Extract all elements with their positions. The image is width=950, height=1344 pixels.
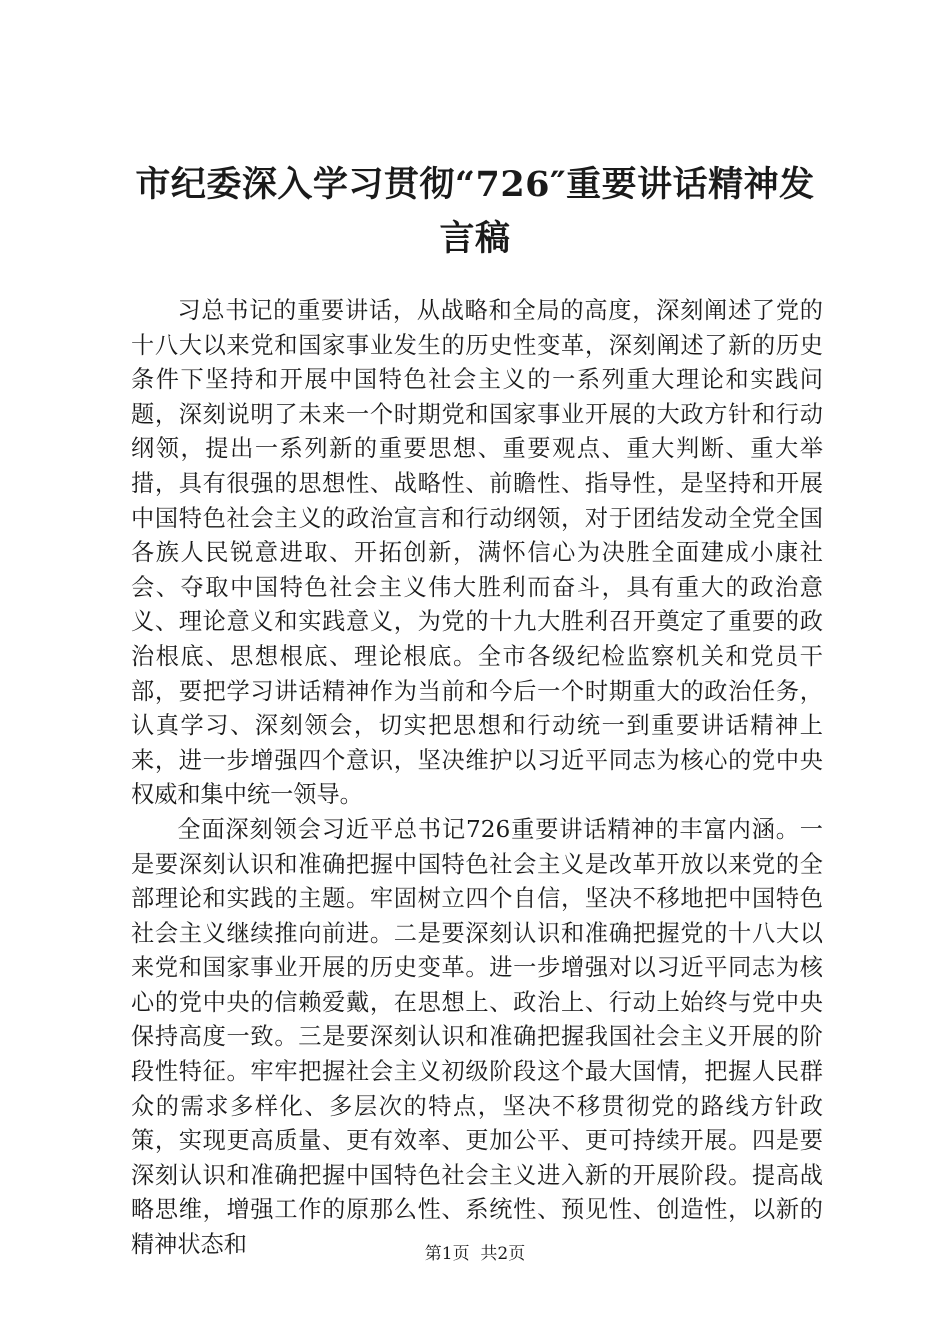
document-body: [131, 294, 823, 1263]
page-total: 共2页: [480, 1244, 526, 1264]
document-title: 市纪委深入学习贯彻“726″重要讲话精神发言稿: [135, 164, 815, 259]
page-footer: [0, 1243, 950, 1265]
paragraph-1: 习总书记的重要讲话，从战略和全局的高度，深刻阐述了党的十八大以来党和国家事业发生的历史性变革，深刻阐述了新的历史条件下坚持和开展中国特色社会主义的一系列重大理论和实践问题，深刻说明了未来一个时期党和国家事业开展的大政方针和行动纲领，提出一系列新的重要思想、重要观点、重大判断、重大举措，具有很强的思想性、战略性、前瞻性、指导性，是坚持和开展中国特色社会主义的政治宣言和行动纲领，对于团结发动全党全国各族人民锐意进取、开拓创新，满怀信心为决胜全面建成小康社会、夺取中国特色社会主义伟大胜利而奋斗，具有重大的政治意义、理论意义和实践意义，为党的十九大胜利召开奠定了重要的政治根底、思想根底、理论根底。全市各级纪检监察机关和党员干部，要把学习讲话精神作为当前和今后一个时期重大的政治任务，认真学习、深刻领会，切实把思想和行动统一到重要讲话精神上来，进一步增强四个意识，坚决维护以习近平同志为核心的党中央权威和集中统一领导。: [131, 297, 823, 809]
page-number: 第1页: [424, 1244, 470, 1264]
paragraph-2: 全面深刻领会习近平总书记726重要讲话精神的丰富内涵。一是要深刻认识和准确把握中国特色社会主义是改革开放以来党的全部理论和实践的主题。牢固树立四个自信，坚决不移地把中国特色社会主义继续推向前进。二是要深刻认识和准确把握党的十八大以来党和国家事业开展的历史变革。进一步增强对以习近平同志为核心的党中央的信赖爱戴，在思想上、政治上、行动上始终与党中央保持高度一致。三是要深刻认识和准确把握我国社会主义开展的阶段性特征。牢牢把握社会主义初级阶段这个最大国情，把握人民群众的需求多样化、多层次的特点，坚决不移贯彻党的路线方针政策，实现更高质量、更有效率、更加公平、更可持续开展。四是要深刻认识和准确把握中国特色社会主义进入新的开展阶段。提高战略思维，增强工作的原那么性、系统性、预见性、创造性，以新的精神状态和: [131, 815, 823, 1259]
